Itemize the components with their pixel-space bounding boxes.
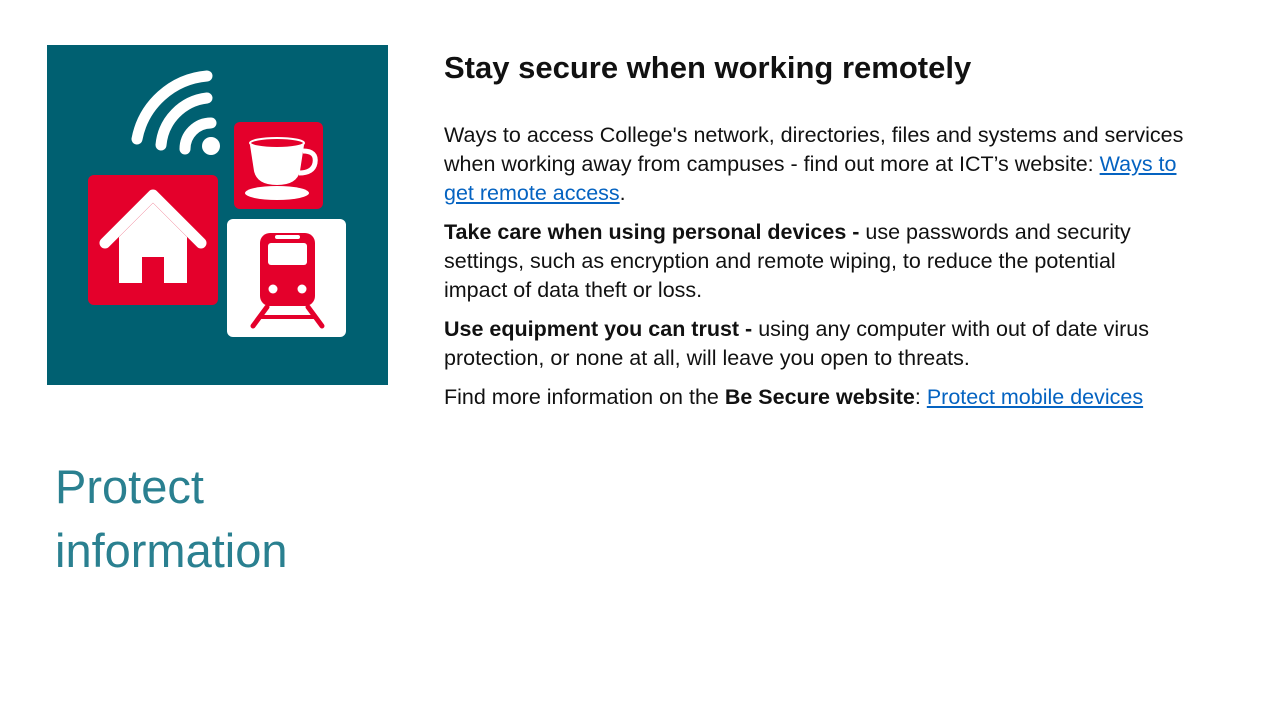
more-info-colon: : — [914, 385, 927, 409]
personal-devices-paragraph — [444, 218, 1184, 305]
remote-working-illustration — [47, 45, 388, 385]
remote-access-period: . — [619, 181, 626, 205]
personal-devices-text: use passwords and security settings, such as encryption and remote wiping, to reduce the potential impact of data theft or loss. — [444, 220, 1131, 302]
remote-access-paragraph — [444, 121, 1184, 208]
trusted-equipment-lead: Use equipment you can trust - — [444, 317, 759, 341]
protect-mobile-devices-link[interactable]: Protect mobile devices — [926, 385, 1144, 409]
train-icon — [227, 219, 346, 337]
be-secure-website-label: Be Secure website — [724, 385, 915, 409]
content-panel — [444, 48, 1184, 422]
more-info-text: Find more information on the — [444, 385, 725, 409]
remote-access-link[interactable]: Ways to get remote access — [444, 152, 1177, 205]
slide-title: Protect information — [55, 460, 288, 577]
trusted-equipment-paragraph — [444, 315, 1184, 373]
trusted-equipment-text: using any computer with out of date virus protection, or none at all, will leave you open to threats. — [444, 317, 1149, 370]
more-info-paragraph — [444, 383, 1184, 412]
section-heading: Stay secure when working remotely — [444, 50, 972, 85]
home-icon — [88, 175, 218, 305]
remote-access-text: Ways to access College's network, directories, files and systems and services when working away from campuses - find out more at ICT’s website: — [444, 123, 1184, 176]
coffee-cup-icon — [234, 122, 323, 209]
personal-devices-lead: Take care when using personal devices - — [444, 220, 866, 244]
